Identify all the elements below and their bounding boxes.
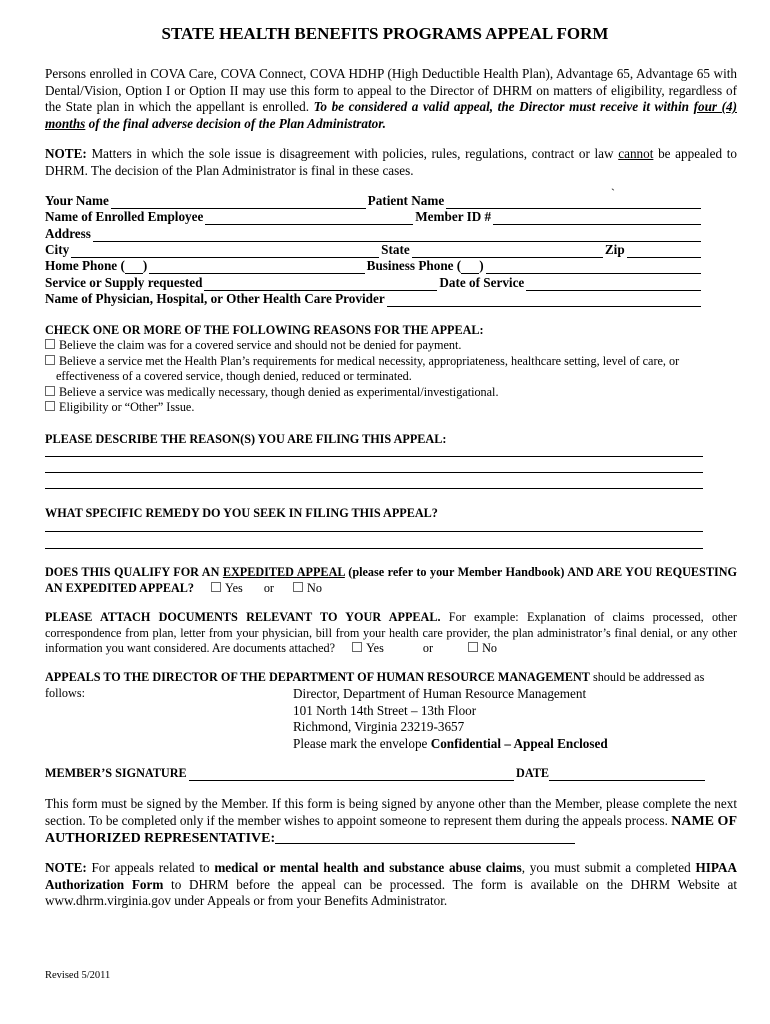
intro-emphasis-end: of the final adverse decision of the Plan Administrator. [85, 115, 386, 131]
city-field[interactable] [71, 245, 379, 258]
expedited-question: DOES THIS QUALIFY FOR AN EXPEDITED APPEAL (please refer to your Member Handbook) AND ARE YOU REQUESTING AN EXPEDITED APPEAL? Yes or No [45, 565, 737, 595]
note-underlined: cannot [618, 146, 654, 161]
home-phone-field[interactable] [149, 261, 364, 274]
date-of-service-field[interactable] [526, 278, 701, 291]
checkbox-icon[interactable] [45, 386, 55, 396]
note-text: Matters in which the sole issue is disagreement with policies, rules, regulations, contract or law [86, 146, 619, 161]
representative-label: NAME OF AUTHORIZED REPRESENTATIVE: [45, 813, 737, 846]
intro-emphasis-underlined: four (4) months [45, 99, 737, 131]
provider-field[interactable] [387, 294, 701, 307]
row-signature [45, 765, 705, 781]
checkbox-icon[interactable] [45, 355, 55, 365]
enrolled-employee-field[interactable] [205, 212, 413, 225]
checkbox-icon[interactable] [468, 642, 478, 652]
note-label: NOTE: [45, 146, 87, 161]
revision-footer: Revised 5/2011 [45, 970, 111, 981]
note2-label: NOTE: [45, 860, 87, 875]
address-field[interactable] [93, 229, 701, 242]
enrolled-employee-label: Name of Enrolled Employee [45, 209, 204, 224]
attach-paragraph: PLEASE ATTACH DOCUMENTS RELEVANT TO YOUR APPEAL. For example: Explanation of claims processed, other correspondence from plan, letter from your physician, bill from your health care provider, the plan administrator’s final denial, or any other information you want considered. Are documents attached? Yes or No [45, 610, 737, 655]
checkbox-icon[interactable] [293, 582, 303, 592]
stray-tick-mark: ` [611, 186, 615, 200]
city-label: City [45, 242, 70, 257]
appeals-to-heading: APPEALS TO THE DIRECTOR OF THE DEPARTMENT OF HUMAN RESOURCE MANAGEMENT [45, 670, 590, 684]
attach-no[interactable]: No [468, 641, 497, 655]
intro-paragraph [45, 66, 737, 132]
attach-yes[interactable]: Yes [352, 641, 384, 655]
date-of-service-label: Date of Service [439, 275, 525, 290]
row-your-name [45, 193, 703, 209]
remedy-line-2[interactable] [45, 548, 703, 549]
representative-field[interactable] [275, 831, 575, 844]
expedited-or: or [263, 580, 274, 595]
address-label: Address [45, 226, 91, 241]
zip-field[interactable] [627, 245, 701, 258]
your-name-label: Your Name [45, 193, 109, 208]
note-paragraph [45, 146, 737, 179]
signature-date-label: DATE [516, 766, 549, 780]
checkbox-icon[interactable] [352, 642, 362, 652]
signature-date-field[interactable] [549, 768, 705, 781]
row-phones [45, 258, 703, 274]
intro-emphasis: To be considered a valid appeal, the Director must receive it within [313, 99, 694, 114]
representative-paragraph: This form must be signed by the Member. If this form is being signed by anyone other than the Member, please complete the next section. To be completed only if the member wishes to appoint someone to represent them during the appeals process. NAME OF AUTHORIZED REPRESENTATIVE: [45, 796, 737, 846]
checkbox-icon[interactable] [211, 582, 221, 592]
row-enrolled-employee [45, 209, 703, 225]
remedy-line-1[interactable] [45, 531, 703, 532]
business-phone-label: Business Phone ( [366, 258, 462, 273]
reason-option-3[interactable]: Believe a service was medically necessary, though denied as experimental/investigational. [45, 385, 499, 401]
state-label: State [381, 242, 410, 257]
home-phone-close: ) [142, 258, 148, 273]
expedited-no[interactable]: No [293, 581, 322, 595]
attach-heading: PLEASE ATTACH DOCUMENTS RELEVANT TO YOUR APPEAL. [45, 610, 441, 624]
home-phone-label: Home Phone ( [45, 258, 125, 273]
business-phone-area-code[interactable] [461, 261, 479, 274]
patient-name-label: Patient Name [367, 193, 445, 208]
checkbox-icon[interactable] [45, 339, 55, 349]
state-field[interactable] [412, 245, 603, 258]
appeals-follows: follows: [45, 686, 85, 700]
row-service [45, 275, 703, 291]
member-id-field[interactable] [493, 212, 701, 225]
reason-option-4[interactable]: Eligibility or “Other” Issue. [45, 400, 194, 416]
service-field[interactable] [204, 278, 437, 291]
reasons-heading: CHECK ONE OR MORE OF THE FOLLOWING REASONS FOR THE APPEAL: [45, 323, 484, 337]
reason-option-1[interactable]: Believe the claim was for a covered service and should not be denied for payment. [45, 338, 461, 354]
note-text-end: be appealed to DHRM. The decision of the Plan Administrator is final in these cases. [45, 146, 737, 178]
hipaa-note-paragraph: NOTE: For appeals related to medical or mental health and substance abuse claims, you must submit a completed HIPAA Authorization Form to DHRM before the appeal can be processed. The form is available on the DHRM Website at www.dhrm.virginia.gov under Appeals or from your Benefits Administrator. [45, 860, 737, 908]
home-phone-area-code[interactable] [125, 261, 143, 274]
address-line-1: Director, Department of Human Resource Management [293, 686, 587, 701]
appeals-to-paragraph: APPEALS TO THE DIRECTOR OF THE DEPARTMENT OF HUMAN RESOURCE MANAGEMENT should be addressed as [45, 670, 705, 684]
row-city-state-zip [45, 242, 703, 258]
checkbox-icon[interactable] [45, 401, 55, 411]
form-title: STATE HEALTH BENEFITS PROGRAMS APPEAL FORM [161, 24, 609, 43]
expedited-yes[interactable]: Yes [211, 581, 243, 595]
remedy-heading: WHAT SPECIFIC REMEDY DO YOU SEEK IN FILING THIS APPEAL? [45, 506, 438, 520]
mailing-address [293, 686, 608, 752]
describe-line-2[interactable] [45, 472, 703, 473]
reason-option-2[interactable]: Believe a service met the Health Plan’s requirements for medical necessity, appropriateness, healthcare setting, level of care, or [45, 354, 737, 370]
expedited-underlined: EXPEDITED APPEAL [222, 565, 345, 579]
envelope-instruction: Please mark the envelope Confidential – Appeal Enclosed [293, 735, 608, 751]
provider-label: Name of Physician, Hospital, or Other Health Care Provider [45, 291, 385, 306]
signature-field[interactable] [189, 768, 514, 781]
address-line-3: Richmond, Virginia 23219-3657 [293, 719, 465, 734]
business-phone-close: ) [479, 258, 484, 273]
address-line-2: 101 North 14th Street – 13th Floor [293, 702, 477, 718]
attach-or: or [422, 641, 434, 655]
patient-name-field[interactable] [446, 196, 701, 209]
business-phone-field[interactable] [486, 261, 701, 274]
row-provider [45, 291, 703, 307]
describe-heading: PLEASE DESCRIBE THE REASON(S) YOU ARE FILING THIS APPEAL: [45, 432, 447, 446]
member-id-label: Member ID # [415, 209, 492, 224]
intro-text: Persons enrolled in COVA Care, COVA Connect, COVA HDHP (High Deductible Health Plan), Advantage 65, Advantage 65 with Dental/Vision, Option I or Option II may use this form to appeal to the Director of DHRM on matters of eligibility, regardless of the State plan in which the appellant is enrolled. [45, 66, 737, 114]
describe-line-1[interactable] [45, 456, 703, 457]
your-name-field[interactable] [111, 196, 366, 209]
row-address [45, 226, 703, 242]
service-label: Service or Supply requested [45, 275, 203, 290]
reason-option-2-continued: effectiveness of a covered service, though denied, reduced or terminated. [56, 369, 412, 383]
zip-label: Zip [604, 242, 625, 257]
describe-line-3[interactable] [45, 488, 703, 489]
signature-label: MEMBER’S SIGNATURE [45, 766, 187, 780]
